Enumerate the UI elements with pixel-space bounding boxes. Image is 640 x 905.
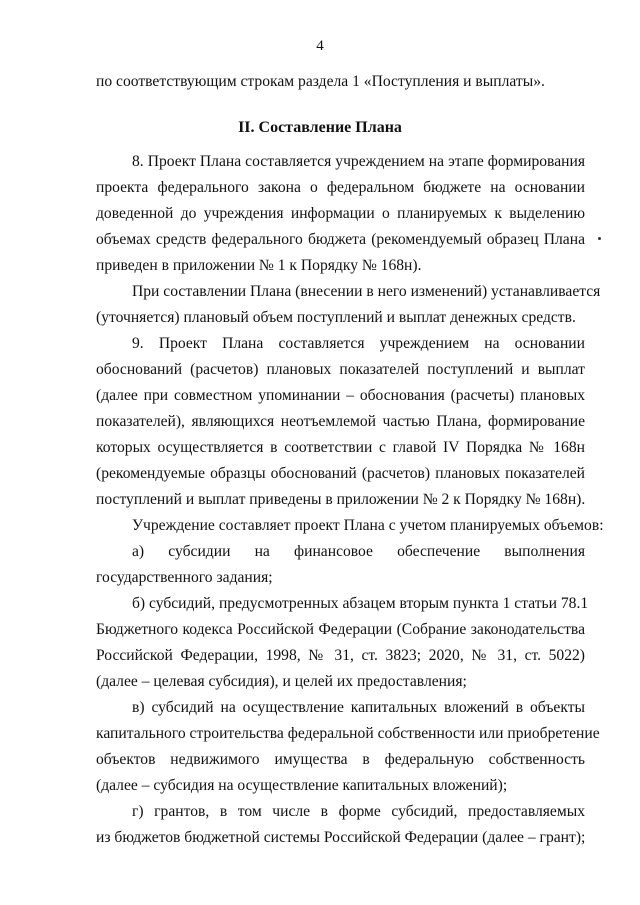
paragraph-line: При составлении Плана (внесении в него изменений) устанавливается	[132, 283, 601, 300]
page-number: 4	[316, 38, 324, 54]
paragraph-9-line: 9. Проект Плана составляется учреждением на основании	[132, 335, 585, 352]
paragraph-8-line: проекта федерального закона о федеральном бюджете на основании	[96, 179, 585, 196]
section-heading: II. Составление Плана	[238, 119, 402, 136]
text-line: по соответствующим строкам раздела 1 «Поступления и выплаты».	[96, 73, 545, 90]
paragraph-8-line: объемах средств федерального бюджета (рекомендуемый образец Плана	[96, 231, 585, 248]
paragraph-8-line: доведенной до учреждения информации о планируемых к выделению	[96, 205, 585, 222]
paragraph-9-line: (рекомендуемые образцы обоснований (расчетов) плановых показателей	[96, 465, 585, 482]
paragraph-8-line: 8. Проект Плана составляется учреждением на этапе формирования	[132, 153, 585, 170]
paragraph-9-line: (далее при совместном упоминании – обоснования (расчеты) плановых	[96, 387, 585, 404]
scan-dot	[598, 237, 601, 240]
paragraph-8-line: приведен в приложении № 1 к Порядку № 168н).	[96, 257, 422, 274]
paragraph-9-line: поступлений и выплат приведены в приложении № 2 к Порядку № 168н).	[96, 491, 586, 508]
paragraph-9-line: обоснований (расчетов) плановых показателей поступлений и выплат	[96, 361, 585, 378]
list-item-a-line: а) субсидии на финансовое обеспечение выполнения	[132, 543, 585, 560]
paragraph-line: Учреждение составляет проект Плана с учетом планируемых объемов:	[132, 517, 604, 534]
list-item-v-line: объектов недвижимого имущества в федеральную собственность	[96, 751, 585, 768]
paragraph-line: (уточняется) плановый объем поступлений и выплат денежных средств.	[96, 309, 576, 326]
list-item-g-line: из бюджетов бюджетной системы Российской Федерации (далее – грант);	[96, 829, 586, 846]
list-item-a-line: государственного задания;	[96, 569, 273, 586]
list-item-b-line: Российской Федерации, 1998, № 31, ст. 3823; 2020, № 31, ст. 5022)	[96, 647, 585, 664]
list-item-v-line: в) субсидий на осуществление капитальных вложений в объекты	[132, 699, 585, 716]
paragraph-9-line: показателей), являющихся неотъемлемой частью Плана, формирование	[96, 413, 585, 430]
list-item-g-line: г) грантов, в том числе в форме субсидий, предоставляемых	[132, 803, 585, 820]
paragraph-9-line: которых осуществляется в соответствии с главой IV Порядка № 168н	[96, 439, 585, 456]
list-item-v-line: (далее – субсидия на осуществление капитальных вложений);	[96, 777, 508, 794]
list-item-b-line: (далее – целевая субсидия), и целей их предоставления;	[96, 673, 467, 690]
list-item-v-line: капитального строительства федеральной собственности или приобретение	[96, 725, 600, 742]
list-item-b-line: б) субсидий, предусмотренных абзацем вторым пункта 1 статьи 78.1	[132, 595, 589, 612]
list-item-b-line: Бюджетного кодекса Российской Федерации (Собрание законодательства	[96, 621, 585, 638]
